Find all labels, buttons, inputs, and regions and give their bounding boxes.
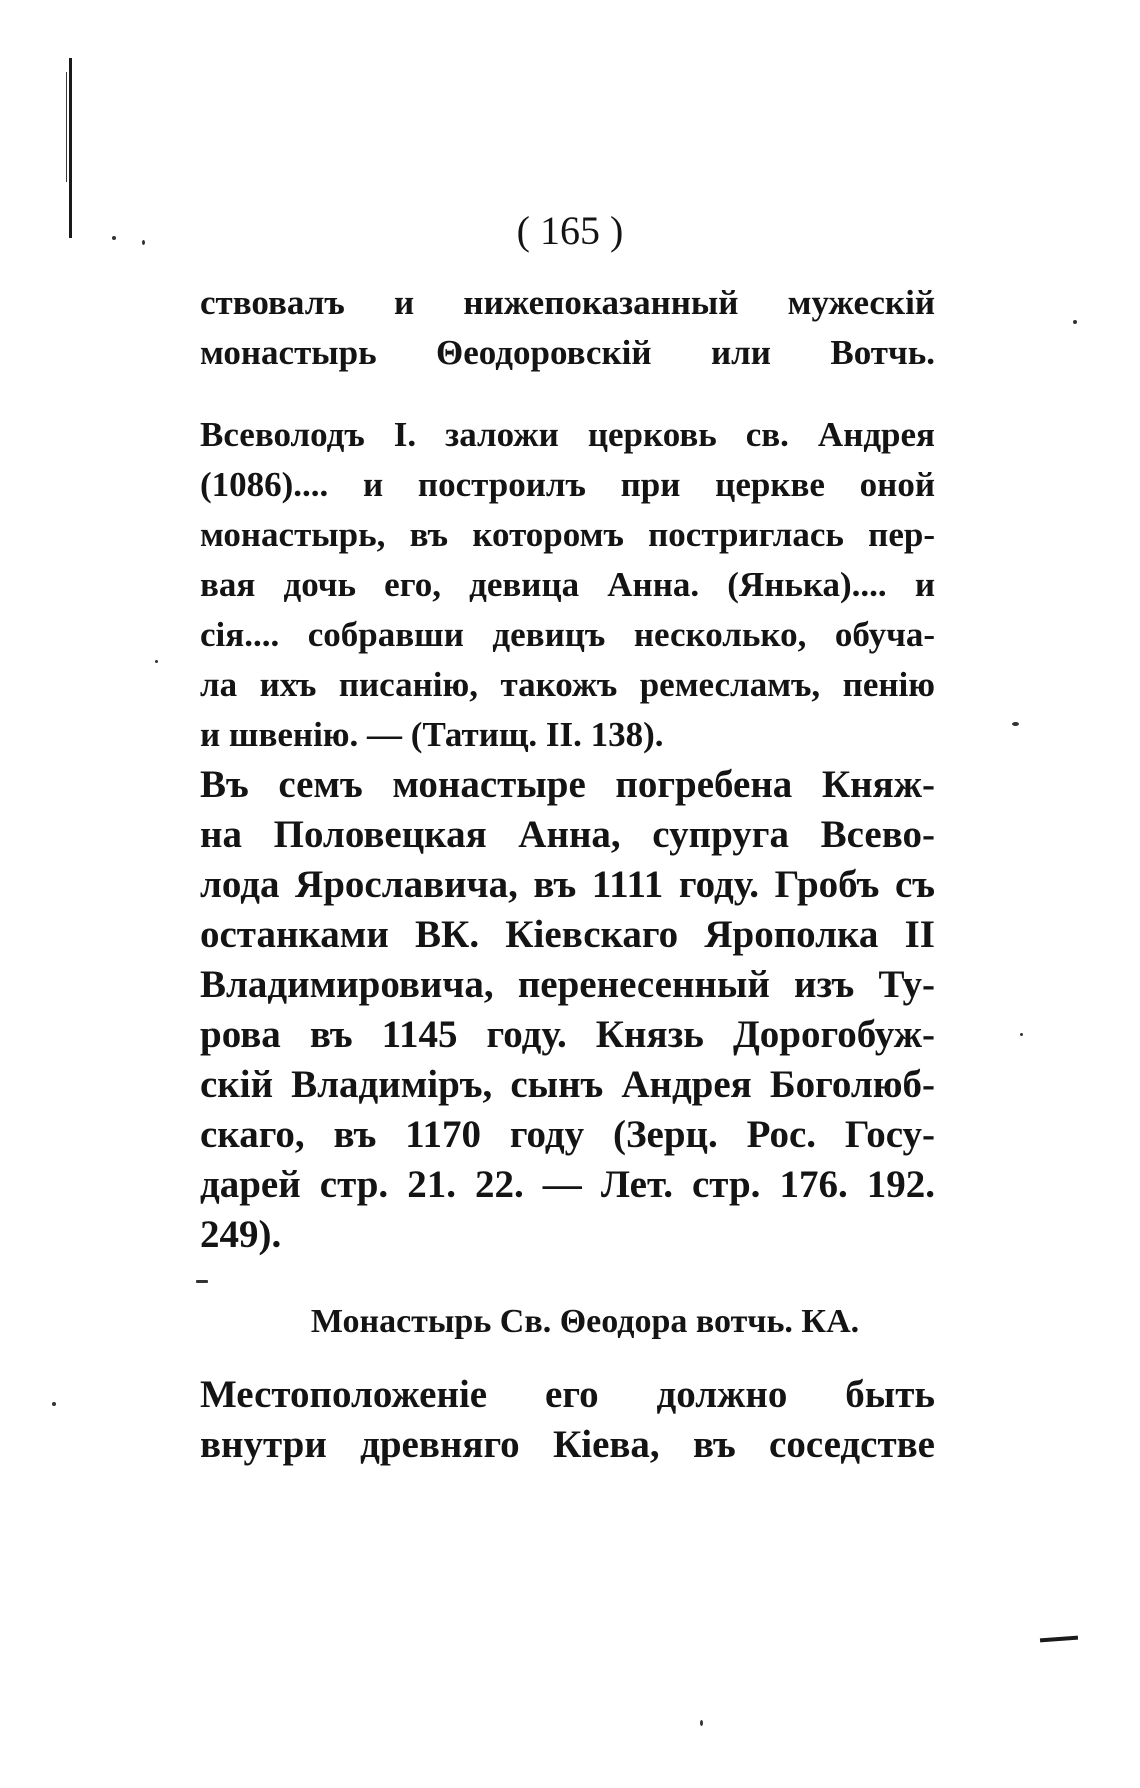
- speck: [155, 660, 158, 663]
- speck: [142, 240, 145, 245]
- page-edge-rule-thin: [66, 72, 67, 182]
- text-line: ствовалъ и нижепоказанный мужескій: [200, 283, 935, 322]
- speck: [1012, 722, 1019, 726]
- text-line: монастырь, въ которомъ постриглась пер-: [200, 515, 935, 554]
- paragraph-location: [200, 1370, 935, 1470]
- text-line: дарей стр. 21. 22. — Лет. стр. 176. 192.: [200, 1163, 935, 1206]
- text-line: вая дочь его, девица Анна. (Янька).... и: [200, 565, 935, 604]
- speck: [196, 1280, 208, 1283]
- text-line: и швенію. — (Татищ. II. 138).: [200, 715, 664, 754]
- text-line: Владимировича, перенесенный изъ Ту-: [200, 963, 935, 1006]
- speck: [1020, 1033, 1023, 1036]
- speck: [700, 1720, 703, 1726]
- text-line: внутри древняго Кіева, въ соседстве: [200, 1423, 935, 1466]
- paragraph-burials: [200, 760, 935, 1260]
- text-line: (1086).... и построилъ при церкве оной: [200, 465, 935, 504]
- section-heading: Монастырь Св. Θеодора вотчь. КА.: [310, 1303, 860, 1340]
- text-line: останками ВК. Кіевскаго Ярополка II: [200, 913, 935, 956]
- text-line: скій Владиміръ, сынъ Андрея Боголюб-: [200, 1063, 935, 1106]
- scan-mark: [1040, 1636, 1078, 1643]
- paragraph-vsevolod: [200, 410, 935, 760]
- text-line: монастырь Θеодоровскій или Вотчь.: [200, 333, 935, 372]
- text-line: ла ихъ писанію, такожъ ремесламъ, пенію: [200, 665, 935, 704]
- text-line: сія.... собравши девицъ несколько, обуча-: [200, 615, 935, 654]
- page-number: ( 165 ): [516, 208, 624, 253]
- speck: [52, 1402, 56, 1406]
- text-line: лода Ярославича, въ 1111 году. Гробъ съ: [200, 863, 935, 906]
- paragraph-intro: [200, 278, 935, 378]
- text-line: рова въ 1145 году. Князь Дорогобуж-: [200, 1013, 935, 1056]
- text-line: Местоположеніе его должно быть: [200, 1373, 935, 1416]
- text-line: скаго, въ 1170 году (Зерц. Рос. Госу-: [200, 1113, 935, 1156]
- speck: [112, 236, 116, 240]
- text-line: Въ семъ монастыре погребена Княж-: [200, 763, 935, 806]
- text-line: Всеволодъ І. заложи церковь св. Андрея: [200, 415, 935, 454]
- text-line: 249).: [200, 1213, 282, 1256]
- text-line: на Половецкая Анна, супруга Всево-: [200, 813, 935, 856]
- page-edge-rule: [69, 58, 72, 238]
- speck: [1073, 320, 1077, 324]
